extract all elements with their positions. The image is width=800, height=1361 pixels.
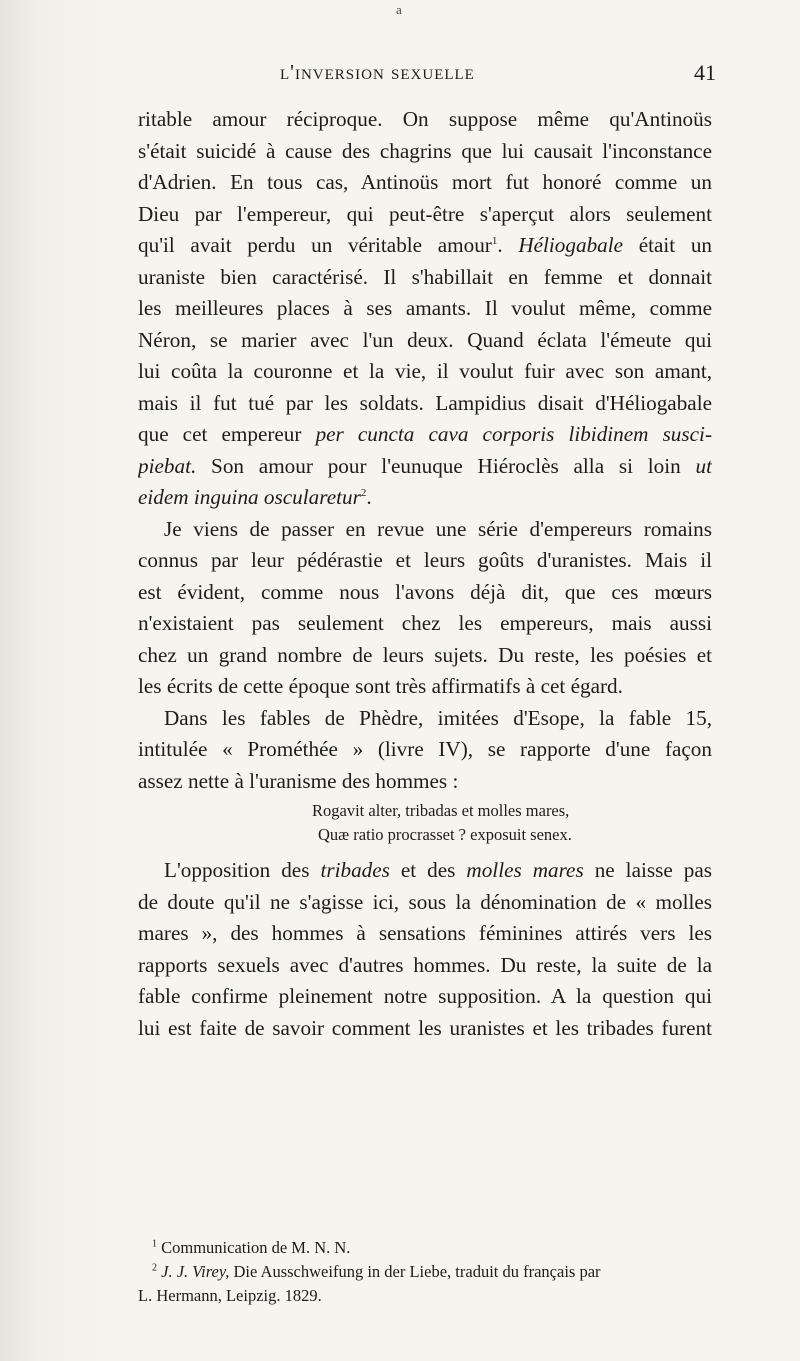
text-line: Néron, se marier avec l'un deux. Quand éclata l'émeute qui (138, 327, 712, 352)
verse-line: Rogavit alter, tribadas et molles mares, (312, 801, 570, 820)
footnote-2 (138, 1260, 726, 1284)
text-line: les écrits de cette époque sont très affirmatifs à cet égard. (138, 674, 623, 698)
footnote-1 (138, 1236, 726, 1260)
italic-term: molles mares (466, 858, 584, 882)
verse-line: Quæ ratio procrasset ? exposuit senex. (318, 825, 572, 844)
text-line: de doute qu'il ne s'agisse ici, sous la dénomination de « molles (138, 889, 712, 914)
text-line: Dans les fables de Phèdre, imitées d'Esope, la fable 15, (164, 705, 712, 730)
text-line: ritable amour réciproque. On suppose même qu'Antinoüs (138, 107, 712, 131)
footnote-mark: 1 (152, 1238, 157, 1250)
text-line: Je viens de passer en revue une série d'empereurs romains (164, 516, 712, 541)
text-line: n'existaient pas seulement chez les empereurs, mais aussi (138, 611, 712, 635)
running-head (0, 60, 800, 90)
italic-term: Héliogabale (518, 233, 624, 257)
italic-term: tribades (320, 858, 390, 882)
body-text (138, 104, 712, 1044)
latin-quote: eidem inguina oscularetur (138, 485, 361, 509)
latin-quote: ut (695, 453, 712, 478)
text-segment: L'opposition des (164, 858, 310, 882)
text-line: uraniste bien caractérisé. Il s'habillait en femme et donnait (138, 264, 712, 289)
footnote-author: J. J. Virey, (161, 1262, 230, 1281)
latin-quote: piebat. (138, 453, 197, 478)
text-line: rapports sexuels avec d'autres hommes. Du reste, la suite de la (138, 952, 712, 977)
text-line: connus par leur pédérastie et leurs goûts d'uranistes. Mais il (138, 548, 712, 572)
footnote-text: Communication de M. N. N. (161, 1238, 351, 1257)
footnote-text: Die Ausschweifung in der Liebe, traduit du français par (233, 1262, 601, 1281)
text-line: s'était suicidé à cause des chagrins que lui causait l'inconstance (138, 138, 712, 163)
running-title: l'inversion sexuelle (280, 60, 475, 84)
text-line: fable confirme pleinement notre supposition. A la question qui (138, 984, 712, 1008)
text-segment: était un (638, 233, 712, 257)
text-line: assez nette à l'uranisme des hommes : (138, 768, 459, 793)
text-line: chez un grand nombre de leurs sujets. Du reste, les poésies et (138, 642, 712, 667)
text-line (138, 451, 712, 483)
text-line: mais il fut tué par les soldats. Lampidius disait d'Héliogabale (138, 390, 712, 415)
text-segment: qu'il avait perdu un véritable amour (138, 233, 492, 257)
footnote-ref[interactable]: 1 (491, 234, 498, 247)
text-line: intitulée « Prométhée » (livre IV), se rapporte d'une façon (138, 737, 712, 761)
text-line (138, 419, 712, 451)
latin-quote: per cuncta cava corporis libidinem susci- (315, 422, 712, 446)
page-number: 41 (694, 60, 716, 85)
text-line (138, 855, 712, 887)
text-segment: et des (400, 858, 456, 882)
text-segment: Son amour pour l'eunuque Hiéroclès alla si loin (211, 453, 681, 478)
text-line: lui est faite de savoir comment les uranistes et les tribades furent (138, 1015, 712, 1040)
text-segment: que cet empereur (138, 422, 302, 446)
footnote-2-continued: L. Hermann, Leipzig. 1829. (138, 1286, 322, 1305)
footnote-ref[interactable]: 2 (360, 486, 367, 499)
text-segment: ne laisse pas (594, 858, 712, 882)
footnote-mark: 2 (152, 1262, 157, 1274)
verse-quote (138, 799, 712, 855)
text-line: mares », des hommes à sensations féminines attirés vers les (138, 921, 712, 945)
top-mark: a (396, 2, 402, 17)
text-line: est évident, comme nous l'avons déjà dit, que ces mœurs (138, 579, 712, 604)
text-line: d'Adrien. En tous cas, Antinoüs mort fut honoré comme un (138, 170, 712, 194)
text-line: les meilleures places à ses amants. Il voulut même, comme (138, 296, 712, 320)
text-line: lui coûta la couronne et la vie, il voulut fuir avec son amant, (138, 359, 712, 383)
text-line: qu'il avait perdu un véritable amour$^1$. Héliogabale était un (138, 233, 712, 257)
text-line: Dieu par l'empereur, qui peut-être s'aperçut alors seulement (138, 201, 712, 226)
text-line: eidem inguina oscularetur$^2$. (138, 485, 372, 509)
